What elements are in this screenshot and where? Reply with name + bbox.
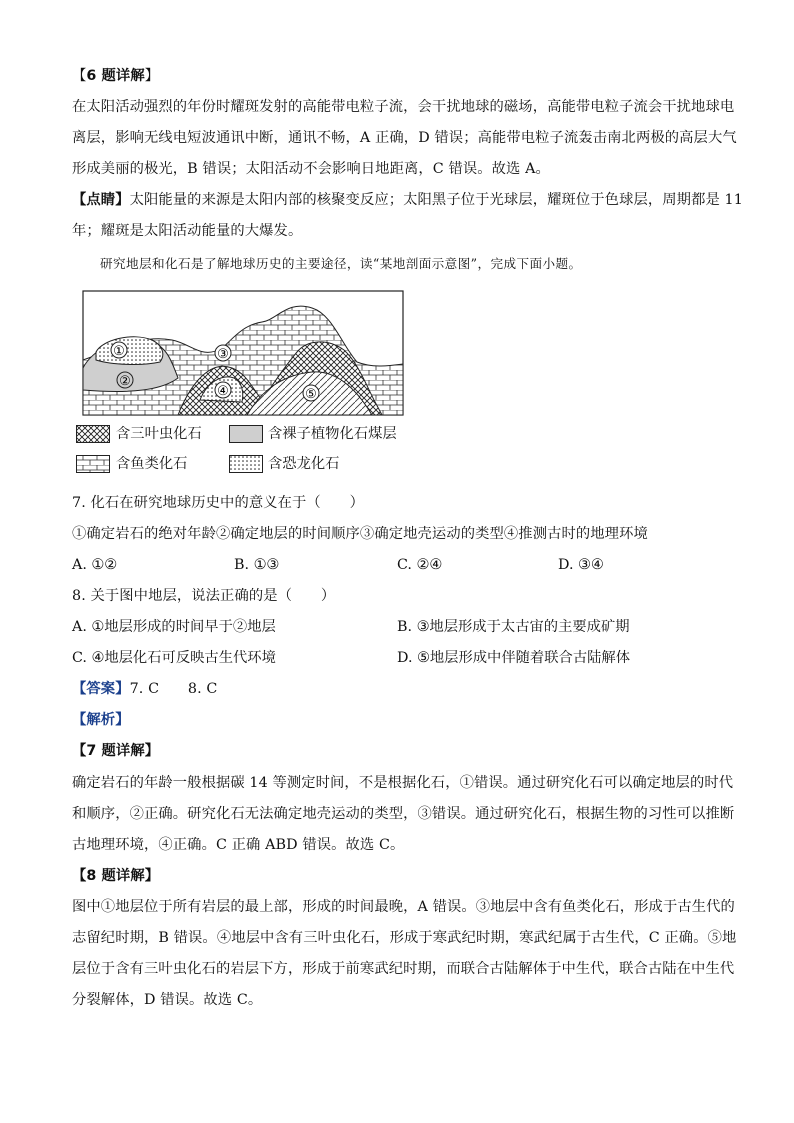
legend-label-trilobite: 含三叶虫化石 (116, 426, 202, 442)
analysis-heading: 【解析】 (72, 712, 130, 728)
section-6-line-3: 形成美丽的极光，B 错误；太阳活动不会影响日地距离，C 错误。故选 A。 (72, 161, 550, 177)
tip-line-1: 【点睛】太阳能量的来源是太阳内部的核聚变反应；太阳黑子位于光球层，耀斑位于色球层，周期都是 11 (72, 192, 743, 208)
cross-section-figure (82, 290, 404, 416)
section-6-heading: 【6 题详解】 (72, 68, 160, 84)
q8-option-c: C. ④地层化石可反映古生代环境 (72, 650, 276, 666)
tip-line-2: 年；耀斑是太阳活动能量的大爆发。 (72, 223, 303, 239)
legend-swatch-gray (229, 425, 263, 443)
q7-option-b: B. ①③ (234, 557, 280, 573)
section-6-line-2: 离层，影响无线电短波通讯中断，通讯不畅，A 正确，D 错误；高能带电粒子流轰击南北两极的高层大气 (72, 130, 737, 146)
label-3: ③ (217, 347, 229, 362)
q8-option-a: A. ①地层形成的时间早于②地层 (72, 619, 276, 635)
tip-label: 【点睛】 (72, 192, 130, 208)
section-8-heading: 【8 题详解】 (72, 868, 160, 884)
q8-stem: 8. 关于图中地层，说法正确的是（ ） (72, 588, 336, 604)
answer-label: 【答案】 (72, 681, 130, 697)
answer-text: 7. C 8. C (129, 681, 218, 697)
label-2: ② (119, 374, 131, 389)
section-8-line-1: 图中①地层位于所有岩层的最上部，形成的时间最晚，A 错误。③地层中含有鱼类化石，形成于古生代的 (72, 899, 735, 915)
legend-swatch-crosshatch (76, 425, 110, 443)
q7-option-c: C. ②④ (397, 557, 443, 573)
section-6-line-1: 在太阳活动强烈的年份时耀斑发射的高能带电粒子流，会干扰地球的磁场，高能带电粒子流会干扰地球电 (72, 99, 735, 115)
q8-option-d: D. ⑤地层形成中伴随着联合古陆解体 (397, 650, 631, 666)
legend-swatch-brick (76, 455, 110, 473)
section-7-line-1: 确定岩石的年龄一般根据碳 14 等测定时间，不是根据化石，①错误。通过研究化石可以确定地层的时代 (72, 775, 734, 791)
section-8-line-3: 层位于含有三叶虫化石的岩层下方，形成于前寒武纪时期，而联合古陆解体于中生代，联合古陆在中生代 (72, 961, 735, 977)
label-4: ④ (217, 384, 229, 399)
section-7-line-2: 和顺序，②正确。研究化石无法确定地壳运动的类型，③错误。通过研究化石，根据生物的习性可以推断 (72, 806, 735, 822)
q7-option-d: D. ③④ (558, 557, 604, 573)
q7-stem: 7. 化石在研究地球历史中的意义在于（ ） (72, 495, 365, 511)
question-intro: 研究地层和化石是了解地球历史的主要途径，读“某地剖面示意图”，完成下面小题。 (100, 256, 582, 271)
label-1: ① (113, 344, 125, 359)
answer-line (72, 679, 722, 699)
section-8-line-4: 分裂解体，D 错误。故选 C。 (72, 992, 263, 1008)
section-8-line-2: 志留纪时期，B 错误。④地层中含有三叶虫化石，形成于寒武纪时期，寒武纪属于古生代，C 正确。⑤地 (72, 930, 737, 946)
label-5: ⑤ (305, 387, 317, 402)
legend-label-fish: 含鱼类化石 (116, 456, 188, 472)
legend-label-gymnosperm: 含裸子植物化石煤层 (268, 426, 397, 442)
q7-option-a: A. ①② (72, 557, 118, 573)
q8-option-b: B. ③地层形成于太古宙的主要成矿期 (397, 619, 630, 635)
legend-swatch-dots (229, 455, 263, 473)
section-7-heading: 【7 题详解】 (72, 743, 160, 759)
legend-label-dinosaur: 含恐龙化石 (268, 456, 340, 472)
section-7-line-3: 古地理环境，④正确。C 正确 ABD 错误。故选 C。 (72, 837, 405, 853)
q7-statements: ①确定岩石的绝对年龄②确定地层的时间顺序③确定地壳运动的类型④推测古时的地理环境 (72, 526, 648, 542)
